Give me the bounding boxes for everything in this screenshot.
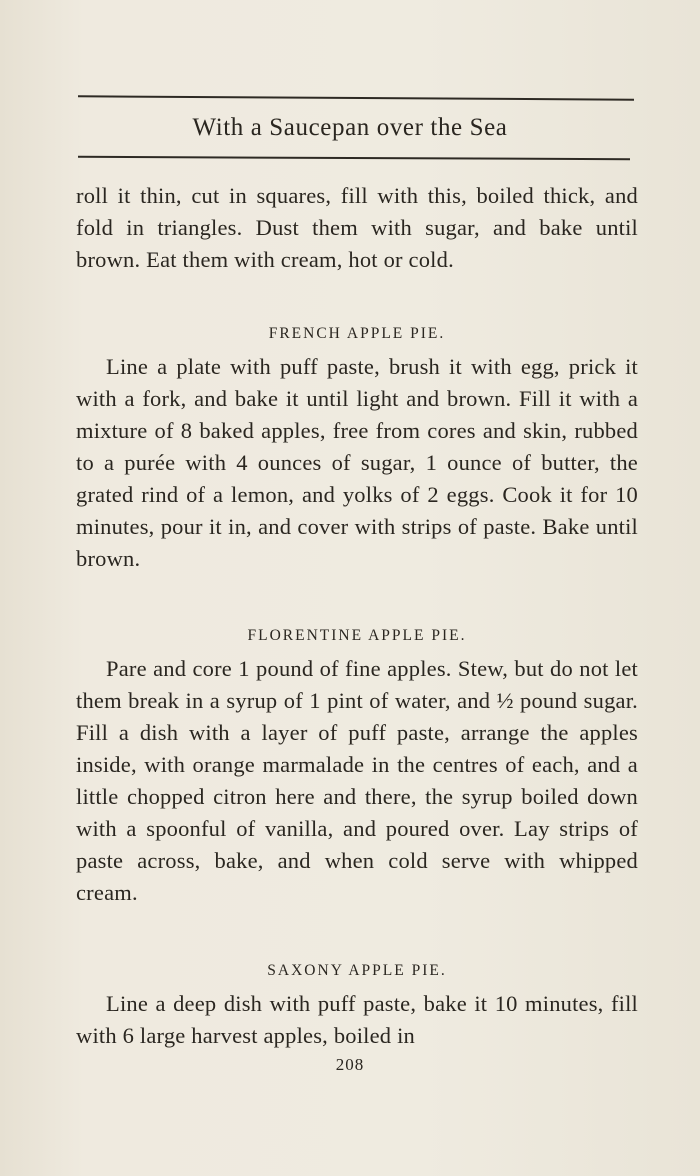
recipe-body-florentine <box>76 653 638 909</box>
continued-paragraph-text: roll it thin, cut in squares, fill with this, boiled thick, and fold in triangles. Dust them with sugar, and bake until brown. Eat them with cream, hot or cold. <box>76 183 638 272</box>
recipe-heading-florentine: FLORENTINE APPLE PIE. <box>247 627 467 644</box>
recipe-body-french <box>76 351 638 575</box>
recipe-body-florentine-text: Pare and core 1 pound of fine apples. Stew, but do not let them break in a syrup of 1 pint of water, and ½ pound sugar. Fill a dish with a layer of puff paste, arrange the apples inside, with orange marmalade in the centres of each, and a little chopped citron here and there, the syrup boiled down with a spoonful of vanilla, and poured over. Lay strips of paste across, bake, and when cold serve with whipped cream. <box>76 656 638 905</box>
recipe-body-saxony <box>76 988 638 1052</box>
continued-paragraph <box>76 180 638 276</box>
recipe-heading-french: FRENCH APPLE PIE. <box>268 325 446 342</box>
recipe-heading-saxony: SAXONY APPLE PIE. <box>267 962 447 979</box>
recipe-body-saxony-text: Line a deep dish with puff paste, bake it 10 minutes, fill with 6 large harvest apples, boiled in <box>76 991 638 1048</box>
running-head: With a Saucepan over the Sea <box>192 114 508 141</box>
recipe-body-french-text: Line a plate with puff paste, brush it with egg, prick it with a fork, and bake it until light and brown. Fill it with a mixture of 8 baked apples, free from cores and skin, rubbed to a purée with 4 ounces of sugar, 1 ounce of butter, the grated rind of a lemon, and yolks of 2 eggs. Cook it for 10 minutes, pour it in, and cover with strips of paste. Bake until brown. <box>76 354 638 571</box>
header-rule-top <box>78 95 634 100</box>
page-number: 208 <box>335 1055 365 1074</box>
header-rule-bottom <box>78 156 630 160</box>
